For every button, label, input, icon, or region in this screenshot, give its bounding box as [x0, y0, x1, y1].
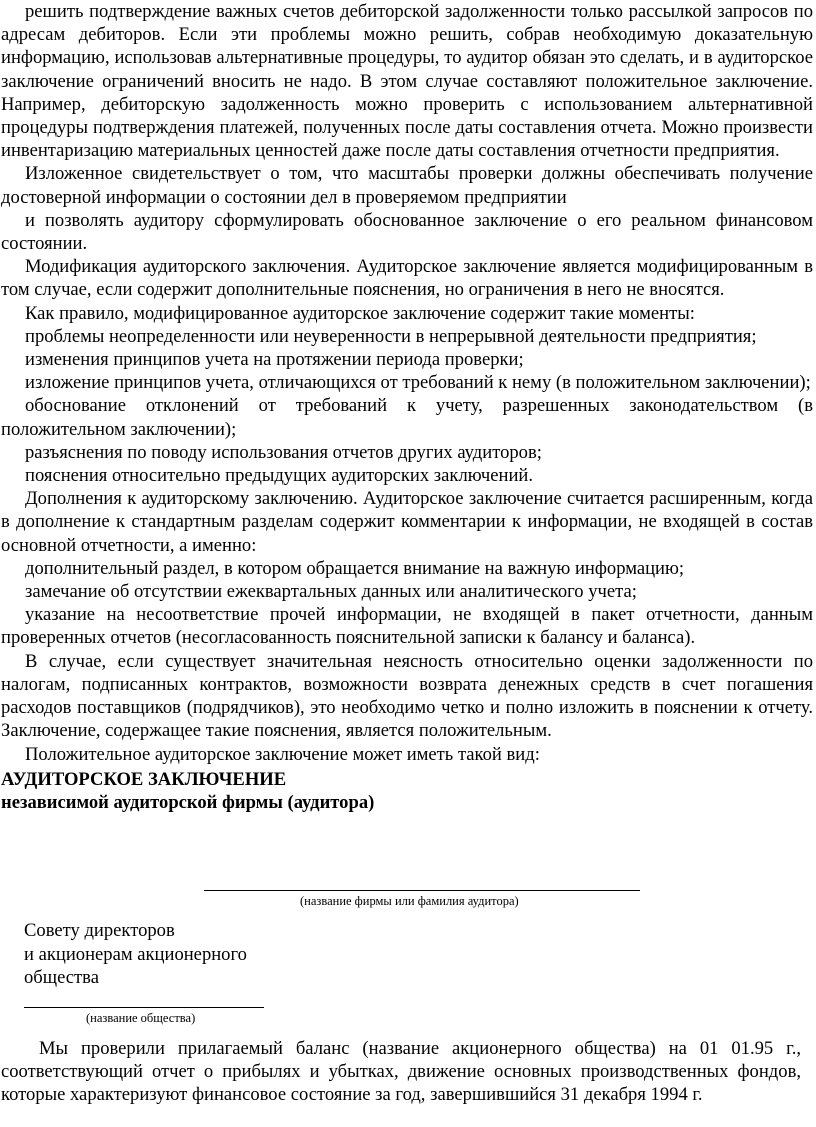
paragraph: Как правило, модифицированное аудиторское заключение содержит такие моменты: — [25, 302, 695, 324]
paragraph: Изложенное свидетельствует о том, что масштабы проверки должны обеспечивать получение достоверной информации о состоянии дел в проверяемом предприятии — [1, 163, 813, 208]
list-item: пояснения относительно предыдущих аудиторских заключений. — [25, 465, 534, 487]
list-item: указание на несоответствие прочей информации, не входящей в пакет отчетности, данным проверенных отчетов (несогласованность пояснительной записки к балансу и баланса). — [1, 604, 813, 649]
paragraph: В случае, если существует значительная неясность относительно оценки задолженности по налогам, подписанных контрактов, возможности возврата денежных средств в счет погашения расходов поставщиков (подрядчиков), это необходимо четко и полно изложить в пояснении к отчету. Заключение, содержащее такие пояснения, является положительным. — [1, 650, 813, 742]
addressee-line: общества — [24, 967, 99, 988]
paragraph: решить подтверждение важных счетов дебиторской задолженности только рассылкой запросов по адресам дебиторов. Если эти проблемы можно решить, собрав необходимую доказательную информацию, использовав альтернативные процедуры, то аудитор обязан это сделать, и в аудиторское заключение ограничений вносить не надо. В этом случае составляют положительное заключение. Например, дебиторскую задолженность можно проверить с использованием альтернативной процедуры подтверждения платежей, полученных после даты составления отчета. Можно произвести инвентаризацию материальных ценностей даже после даты составления отчетности предприятия. — [1, 1, 813, 162]
list-item: замечание об отсутствии ежеквартальных данных или аналитического учета; — [25, 581, 637, 603]
company-name-caption: (название общества) — [86, 1011, 196, 1025]
addressee-block — [24, 919, 247, 990]
addressee-line: и акционерам акционерного — [24, 943, 247, 965]
paragraph: Дополнения к аудиторскому заключению. Аудиторское заключение считается расширенным, когда в дополнение к стандартным разделам содержит комментарии к информации, не входящей в состав основной отчетности, а именно: — [1, 488, 813, 556]
company-name-line — [24, 1007, 264, 1008]
firm-name-line — [204, 890, 640, 891]
list-item: дополнительный раздел, в котором обращается внимание на важную информацию; — [25, 557, 685, 579]
form-subtitle: независимой аудиторской фирмы (аудитора) — [1, 791, 375, 813]
firm-name-caption: (название фирмы или фамилия аудитора) — [300, 894, 519, 908]
list-item: изложение принципов учета, отличающихся от требований к нему (в положительном заключении); — [25, 372, 811, 394]
intro-paragraph: Мы проверили прилагаемый баланс (название акционерного общества) на 01 01.95 г., соответствующий отчет о прибылях и убытках, движение основных производственных фондов, которые характеризуют финансовое состояние за год, завершившийся 31 декабря 1994 г. — [1, 1038, 801, 1106]
list-item: проблемы неопределенности или неуверенности в непрерывной деятельности предприятия; — [25, 325, 757, 347]
list-item: разъяснения по поводу использования отчетов других аудиторов; — [25, 441, 542, 463]
paragraph: Модификация аудиторского заключения. Аудиторское заключение является модифицированным в том случае, если содержит дополнительные пояснения, но ограничения в него не вносятся. — [1, 256, 813, 301]
paragraph: и позволять аудитору сформулировать обоснованное заключение о его реальном финансовом состоянии. — [1, 209, 813, 255]
addressee-line: Совету директоров — [24, 920, 175, 941]
form-title: АУДИТОРСКОЕ ЗАКЛЮЧЕНИЕ — [1, 768, 287, 790]
report-intro — [1, 1037, 801, 1107]
paragraph: Положительное аудиторское заключение может иметь такой вид: — [25, 743, 540, 765]
list-item: обоснование отклонений от требований к учету, разрешенных законодательством (в положительном заключении); — [1, 395, 813, 440]
list-item: изменения принципов учета на протяжении периода проверки; — [25, 349, 524, 371]
